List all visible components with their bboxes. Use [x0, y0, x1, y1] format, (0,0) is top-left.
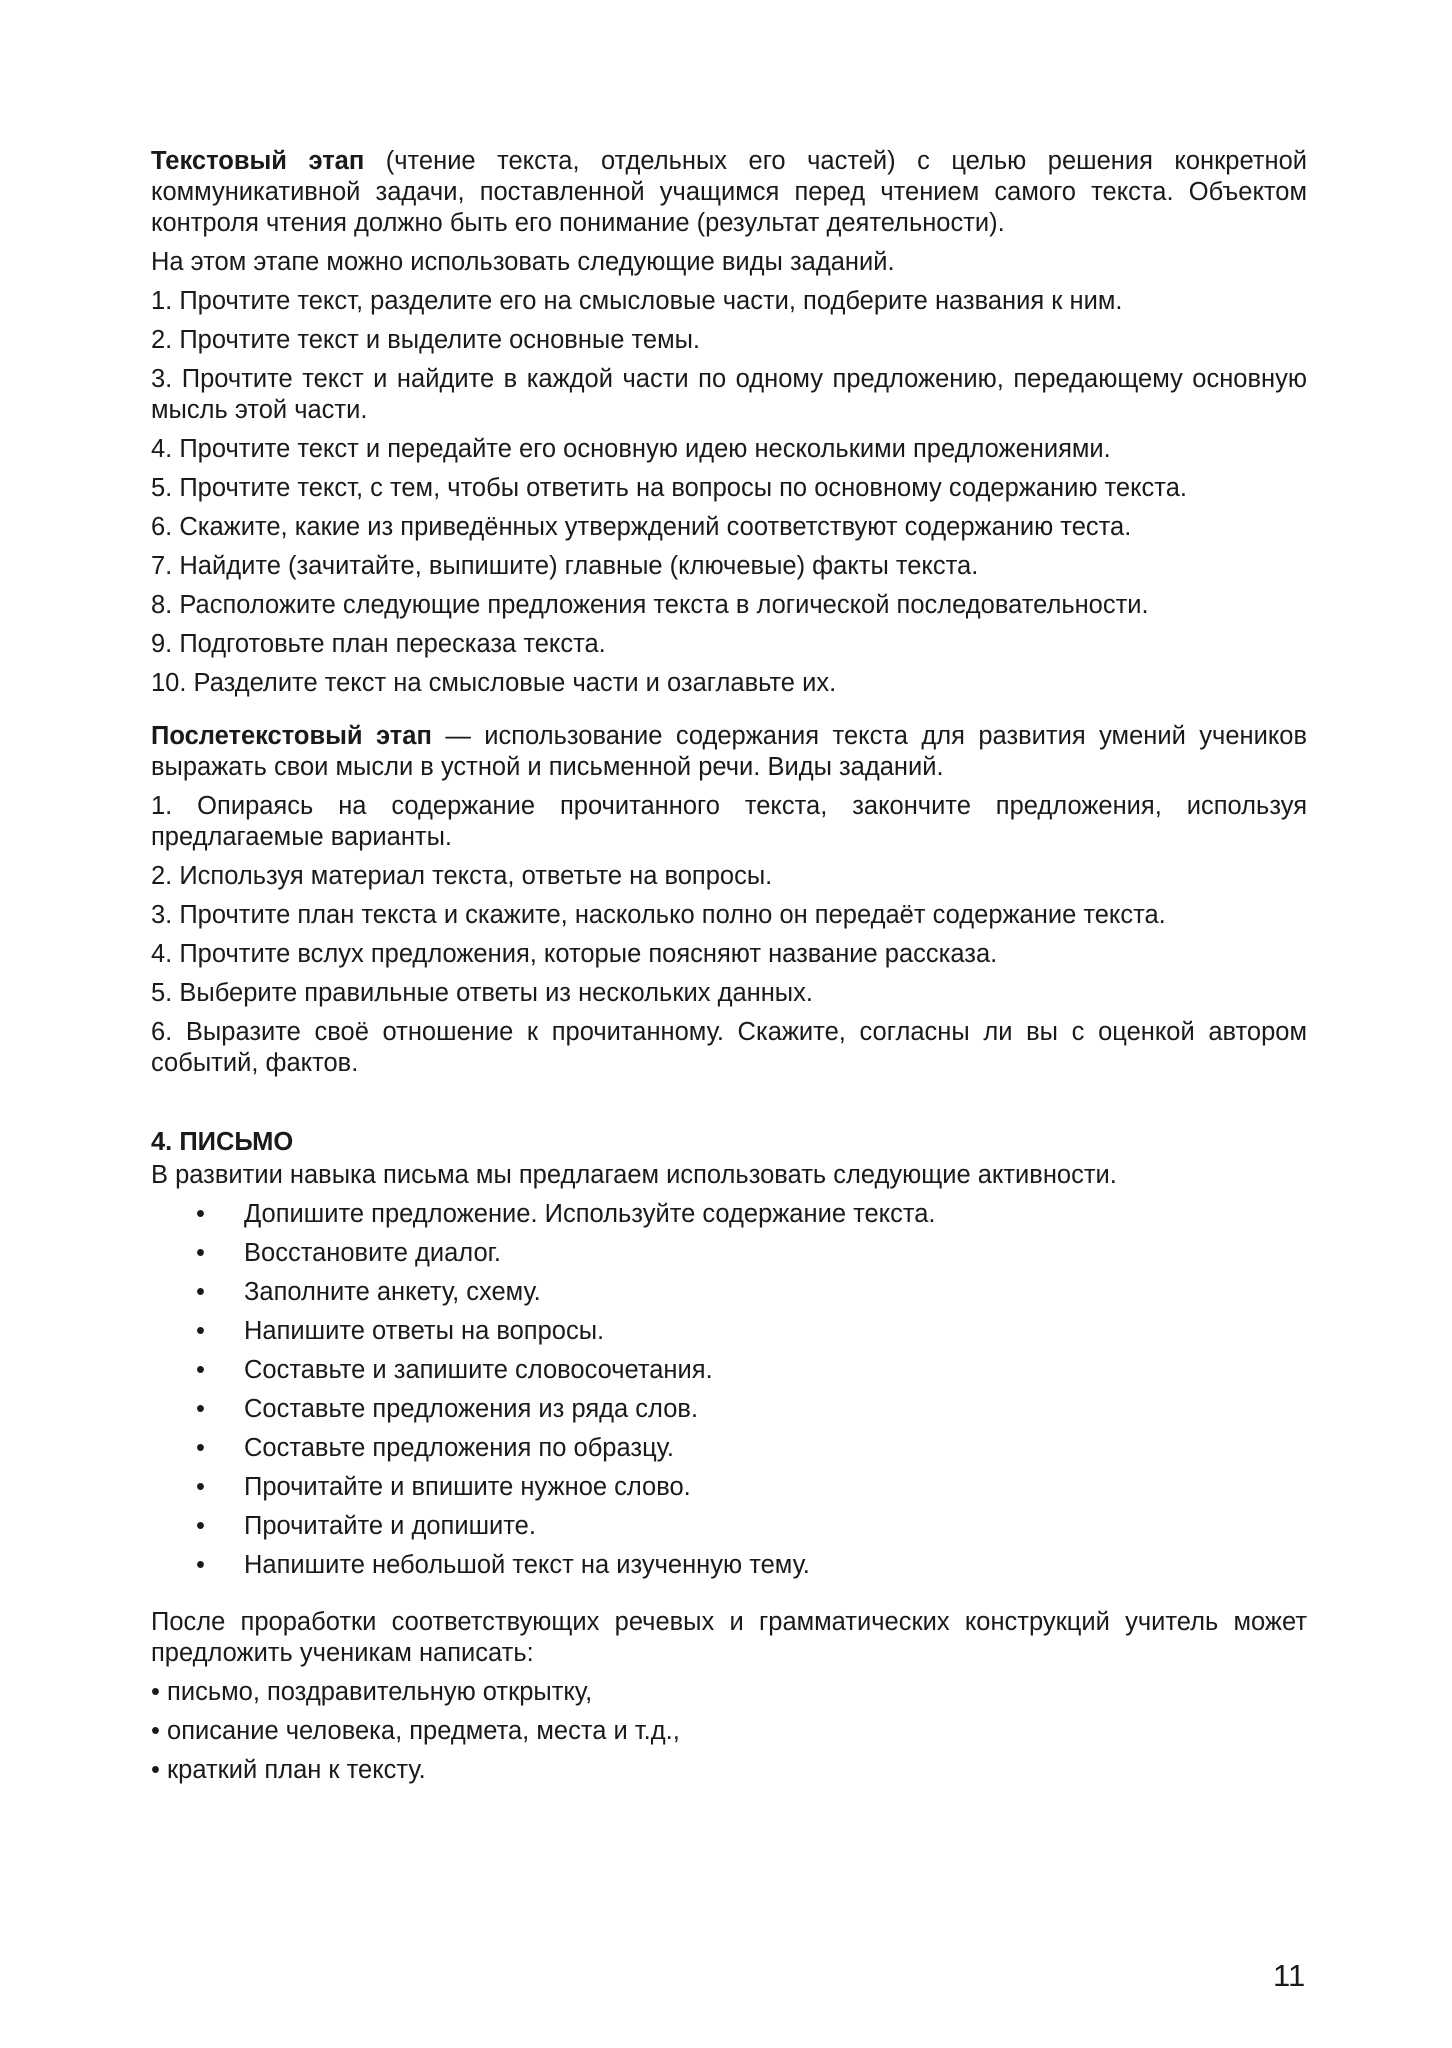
activity-text: Восстановите диалог. — [244, 1239, 501, 1267]
list-item: 4. Прочтите текст и передайте его основную идею несколькими предложениями. — [151, 435, 1111, 463]
list-item: • краткий план к тексту. — [151, 1756, 426, 1784]
bullet-icon: • — [196, 1200, 205, 1228]
list-item: 7. Найдите (зачитайте, выпишите) главные (ключевые) факты текста. — [151, 552, 979, 580]
list-item: 4. Прочтите вслух предложения, которые поясняют название рассказа. — [151, 940, 998, 968]
bullet-icon: • — [196, 1512, 205, 1540]
bullet-icon: • — [196, 1356, 205, 1384]
list-item — [151, 1238, 1307, 1269]
bullet-icon: • — [196, 1473, 205, 1501]
list-item: 1. Опираясь на содержание прочитанного текста, закончите предложения, используя предлагаемые варианты. — [151, 792, 1307, 851]
text-stage-paragraph — [151, 146, 1307, 239]
text-stage-task-list — [151, 286, 1307, 699]
text-stage-tasks-intro: На этом этапе можно использовать следующие виды заданий. — [151, 248, 895, 276]
list-item — [151, 1199, 1307, 1230]
list-item: 9. Подготовьте план пересказа текста. — [151, 630, 606, 658]
activity-text: Заполните анкету, схему. — [244, 1278, 541, 1306]
activity-text: Прочитайте и впишите нужное слово. — [244, 1473, 691, 1501]
list-item — [151, 1316, 1307, 1347]
activity-text: Составьте предложения по образцу. — [244, 1434, 674, 1462]
text-stage-title: Текстовый этап — [151, 147, 365, 175]
bullet-icon: • — [196, 1551, 205, 1579]
bullet-icon: • — [196, 1395, 205, 1423]
list-item: • письмо, поздравительную открытку, — [151, 1678, 593, 1706]
writing-heading: 4. ПИСЬМО — [151, 1128, 294, 1156]
list-item: 2. Используя материал текста, ответьте на вопросы. — [151, 862, 773, 890]
activity-text: Напишите небольшой текст на изученную тему. — [244, 1551, 810, 1579]
post-text-stage-intro: — использование содержания текста для развития умений учеников выражать свои мысли в устной и письменной речи. Виды заданий. — [151, 722, 1308, 781]
list-item — [151, 1550, 1307, 1581]
list-item: 3. Прочтите план текста и скажите, насколько полно он передаёт содержание текста. — [151, 901, 1166, 929]
writing-activity-list — [151, 1199, 1307, 1581]
list-item: 6. Выразите своё отношение к прочитанному. Скажите, согласны ли вы с оценкой автором событий, фактов. — [151, 1018, 1307, 1077]
list-item: • описание человека, предмета, места и т.д., — [151, 1717, 680, 1745]
list-item: 8. Расположите следующие предложения текста в логической последовательности. — [151, 591, 1149, 619]
writing-after-paragraph: После проработки соответствующих речевых и грамматических конструкций учитель может предложить ученикам написать: — [151, 1608, 1307, 1667]
bullet-icon: • — [196, 1317, 205, 1345]
list-item — [151, 1433, 1307, 1464]
list-item: 5. Выберите правильные ответы из нескольких данных. — [151, 979, 813, 1007]
post-text-stage-task-list — [151, 791, 1307, 1079]
activity-text: Напишите ответы на вопросы. — [244, 1317, 605, 1345]
list-item — [151, 1355, 1307, 1386]
activity-text: Составьте предложения из ряда слов. — [244, 1395, 699, 1423]
post-text-stage-title: Послетекстовый этап — [151, 722, 432, 750]
post-text-stage-paragraph — [151, 721, 1307, 783]
activity-text: Допишите предложение. Используйте содержание текста. — [244, 1200, 936, 1228]
list-item: 5. Прочтите текст, с тем, чтобы ответить на вопросы по основному содержанию текста. — [151, 474, 1187, 502]
bullet-icon: • — [196, 1239, 205, 1267]
activity-text: Составьте и запишите словосочетания. — [244, 1356, 713, 1384]
text-stage-intro: (чтение текста, отдельных его частей) с целью решения конкретной коммуникативной задачи, поставленной учащимся перед чтением самого текста. Объектом контроля чтения должно быть его понимание (результат деятельности). — [151, 147, 1307, 237]
list-item: 6. Скажите, какие из приведённых утверждений соответствуют содержанию теста. — [151, 513, 1132, 541]
writing-output-list — [151, 1677, 1307, 1786]
list-item: 3. Прочтите текст и найдите в каждой части по одному предложению, передающему основную мысль этой части. — [151, 365, 1307, 424]
page-content — [151, 146, 1307, 1794]
activity-text: Прочитайте и допишите. — [244, 1512, 536, 1540]
page-number: 11 — [1273, 1958, 1306, 1993]
list-item — [151, 1511, 1307, 1542]
bullet-icon: • — [196, 1278, 205, 1306]
list-item: 2. Прочтите текст и выделите основные темы. — [151, 326, 701, 354]
list-item — [151, 1472, 1307, 1503]
writing-intro: В развитии навыка письма мы предлагаем использовать следующие активности. — [151, 1161, 1117, 1189]
bullet-icon: • — [196, 1434, 205, 1462]
list-item: 1. Прочтите текст, разделите его на смысловые части, подберите названия к ним. — [151, 287, 1123, 315]
list-item: 10. Разделите текст на смысловые части и озаглавьте их. — [151, 669, 837, 697]
list-item — [151, 1277, 1307, 1308]
list-item — [151, 1394, 1307, 1425]
